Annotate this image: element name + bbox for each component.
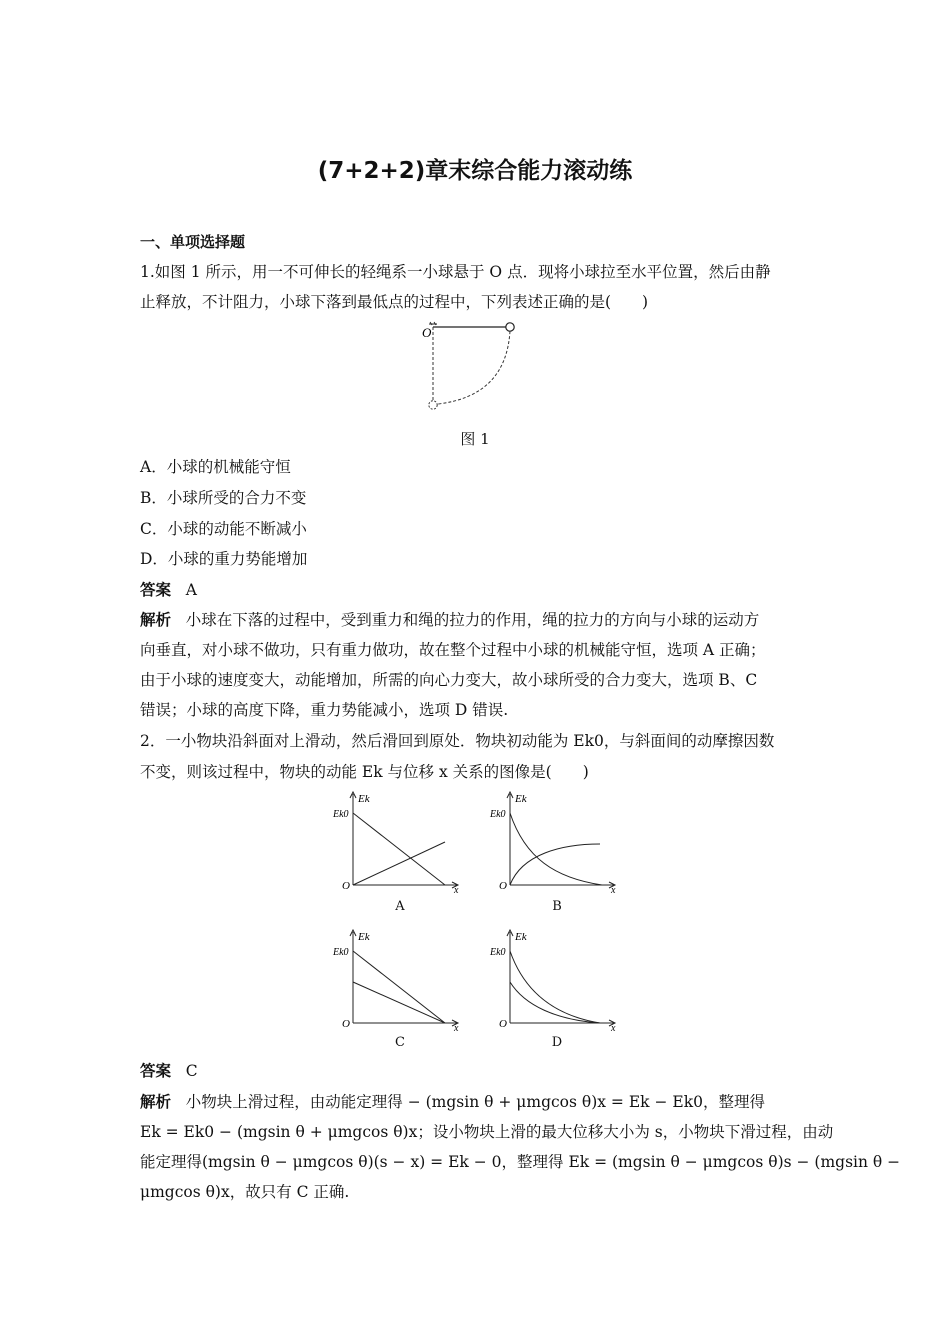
x-axis-label: x	[611, 1023, 616, 1034]
graph-d	[487, 924, 627, 1034]
graph-c-caption: C	[395, 1035, 405, 1050]
origin-label: O	[499, 880, 507, 892]
pendulum-figure	[400, 318, 530, 418]
graph-d-caption: D	[551, 1035, 563, 1050]
analysis-text: 小球在下落的过程中，受到重力和绳的拉力的作用，绳的拉力的方向与小球的运动方	[185, 611, 760, 629]
q1-analysis-line4: 错误；小球的高度下降，重力势能减小，选项 D 错误.	[140, 701, 509, 719]
section-heading: 一、单项选择题	[140, 233, 246, 251]
q1-analysis-line3: 由于小球的速度变大，动能增加，所需的向心力变大，故小球所受的合力变大，选项 B、C	[140, 671, 758, 689]
q1-stem-line1: 1.如图 1 所示，用一不可伸长的轻绳系一小球悬于 O 点．现将小球拉至水平位置，然后由静	[140, 263, 771, 281]
x-axis-label: x	[454, 1023, 459, 1034]
q1-analysis-line2: 向垂直，对小球不做功，只有重力做功，故在整个过程中小球的机械能守恒，选项 A 正确；	[140, 641, 766, 659]
origin-label: O	[342, 880, 350, 892]
q1-option-d: D．小球的重力势能增加	[140, 550, 308, 568]
q1-option-a: A．小球的机械能守恒	[140, 458, 291, 476]
figure-caption: 图 1	[460, 430, 490, 448]
q1-answer	[140, 580, 820, 600]
answer-label: 答案	[140, 581, 172, 599]
q1-option-c: C．小球的动能不断减小	[140, 520, 307, 538]
y-tick-ek0: Ek0	[333, 809, 349, 820]
y-tick-ek0: Ek0	[333, 947, 349, 958]
answer-value: A	[185, 581, 197, 599]
graph-b	[487, 786, 627, 896]
analysis-label: 解析	[140, 1093, 172, 1111]
q1-analysis-line1	[140, 610, 820, 630]
graph-a	[330, 786, 470, 896]
graph-b-caption: B	[552, 899, 562, 914]
q2-answer	[140, 1061, 820, 1081]
q2-stem-line1: 2．一小物块沿斜面对上滑动，然后滑回到原处．物块初动能为 Ek0，与斜面间的动摩擦因数	[140, 732, 775, 750]
q1-option-b: B．小球所受的合力不变	[140, 489, 307, 507]
point-o-label: O	[422, 325, 432, 340]
analysis-label: 解析	[140, 611, 172, 629]
x-axis-label: x	[611, 885, 616, 896]
y-axis-label: Ek	[515, 793, 527, 805]
answer-label: 答案	[140, 1062, 172, 1080]
y-axis-label: Ek	[515, 931, 527, 943]
y-axis-label: Ek	[358, 931, 370, 943]
answer-value: C	[185, 1062, 198, 1080]
q2-analysis-line1	[140, 1092, 820, 1112]
y-tick-ek0: Ek0	[490, 947, 506, 958]
x-axis-label: x	[454, 885, 459, 896]
origin-label: O	[499, 1018, 507, 1030]
q1-stem-line2: 止释放，不计阻力，小球下落到最低点的过程中，下列表述正确的是( )	[140, 293, 649, 311]
origin-label: O	[342, 1018, 350, 1030]
page-title: (7+2+2)章末综合能力滚动练	[317, 158, 633, 184]
q2-analysis-line4: μmgcos θ)x，故只有 C 正确.	[140, 1183, 350, 1201]
graph-c	[330, 924, 470, 1034]
graph-a-caption: A	[395, 899, 405, 914]
q2-analysis-line2: Ek = Ek0 − (mgsin θ + μmgcos θ)x；设小物块上滑的最大位移大小为 s，小物块下滑过程，由动	[140, 1123, 834, 1141]
y-tick-ek0: Ek0	[490, 809, 506, 820]
y-axis-label: Ek	[358, 793, 370, 805]
q2-analysis-line3: 能定理得(mgsin θ − μmgcos θ)(s − x) = Ek − 0，整理得 Ek = (mgsin θ − μmgcos θ)s − (mgsin θ −	[140, 1153, 901, 1171]
q2-stem-line2: 不变，则该过程中，物块的动能 Ek 与位移 x 关系的图像是( )	[140, 763, 589, 781]
analysis-text: 小物块上滑过程，由动能定理得 − (mgsin θ + μmgcos θ)x = Ek − Ek0，整理得	[185, 1093, 765, 1111]
